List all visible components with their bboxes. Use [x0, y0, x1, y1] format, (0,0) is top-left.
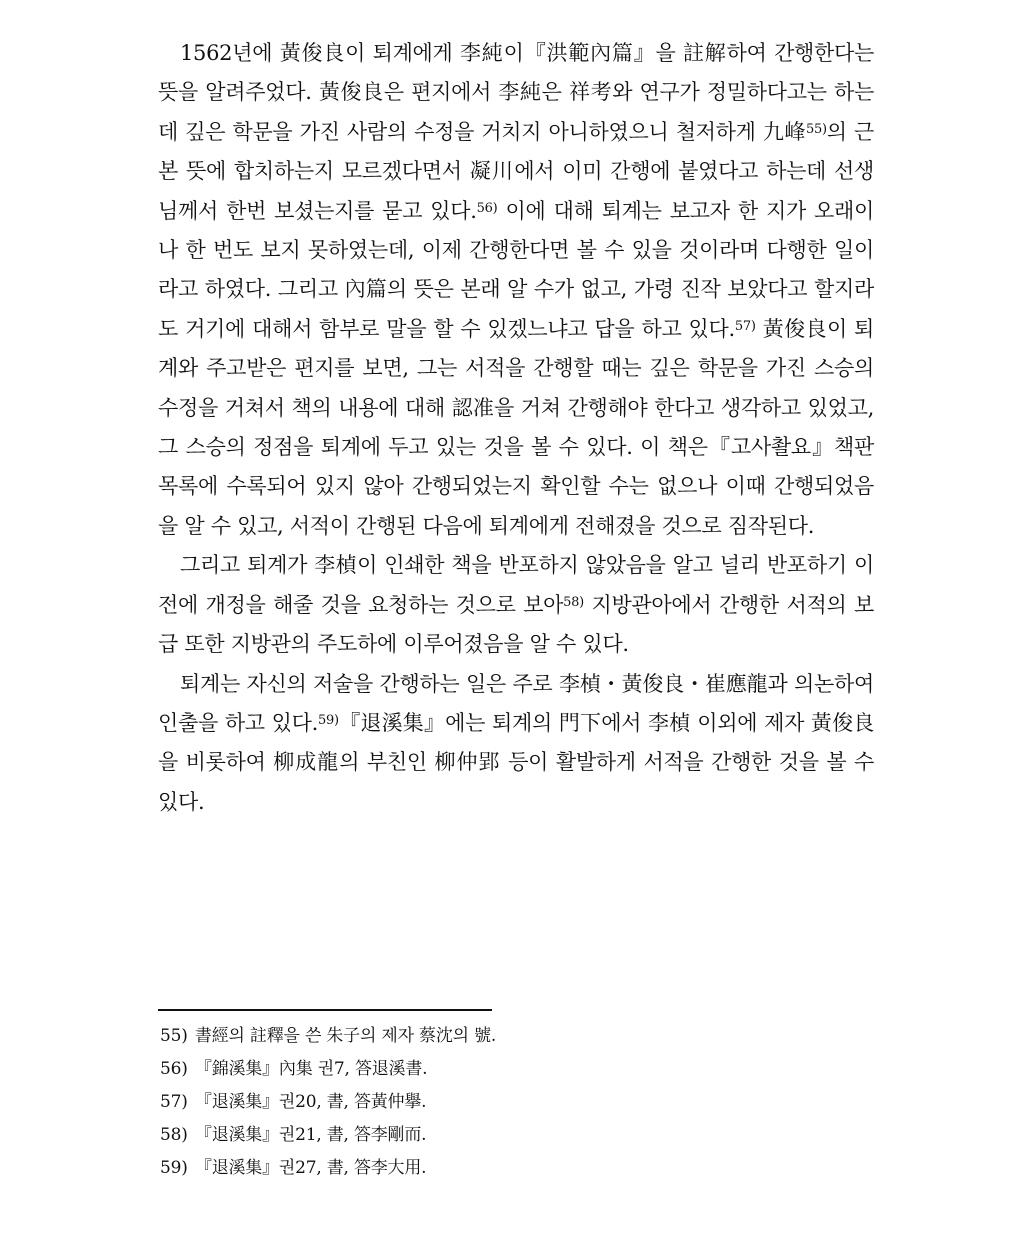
footnote-text: 『退溪集』권20, 書, 答黃仲擧. — [194, 1092, 427, 1112]
footnote-text: 『錦溪集』內集 권7, 答退溪書. — [194, 1059, 428, 1079]
paragraph-text: 지방관아에서 간행한 서적의 보급 또한 지방관의 주도하에 이루어졌음을 알 수 있다. — [158, 592, 874, 657]
footnote-55 — [160, 1020, 860, 1053]
footnote-58 — [160, 1119, 860, 1152]
footnote-ref-55[interactable]: 55) — [806, 121, 827, 137]
body-text — [158, 34, 874, 822]
paragraph-1 — [158, 34, 874, 546]
paragraph-text: 黃俊良이 퇴계와 주고받은 편지를 보면, 그는 서적을 간행할 때는 깊은 학문을 가진 스승의 수정을 거쳐서 책의 내용에 대해 認准을 거쳐 간행해야 한다고 생각하고 있었고, 그 스승의 정점을 퇴계에 두고 있는 것을 볼 수 있다. 이 책은『고사촬요』책판목록에 수록되어 있지 않아 간행되었는지 확인할 수는 없으나 이때 간행되었음을 알 수 있고, 서적이 간행된 다음에 퇴계에게 전해졌을 것으로 짐작된다. — [158, 316, 875, 538]
footnote-text: 『退溪集』권27, 書, 答李大用. — [194, 1158, 427, 1178]
paragraph-text: 1562년에 黃俊良이 퇴계에게 李純이『洪範內篇』을 註解하여 간행한다는 뜻을 알려주었다. 黃俊良은 편지에서 李純은 祥考와 연구가 정밀하다고는 하는데 깊은 학문을 가진 사람의 수정을 거치지 아니하였으니 철저하게 九峰 — [158, 41, 874, 144]
footnote-divider — [158, 1009, 492, 1011]
paragraph-2 — [158, 546, 874, 664]
paragraph-text: 이에 대해 퇴계는 보고자 한 지가 오래이나 한 번도 보지 못하였는데, 이제 간행한다면 볼 수 있을 것이라며 다행한 일이라고 하였다. 그리고 內篇의 뜻은 본래 알 수가 없고, 가령 진작 보았다고 할지라도 거기에 대해서 함부로 말을 할 수 있겠느냐고 답을 하고 있다. — [158, 198, 875, 341]
footnote-number: 57) — [160, 1092, 188, 1112]
footnote-56 — [160, 1053, 860, 1086]
paragraph-text: 퇴계는 자신의 저술을 간행하는 일은 주로 李楨・黃俊良・崔應龍과 의논하여 인출을 하고 있다. — [158, 671, 874, 735]
paragraph-3 — [158, 665, 874, 823]
footnote-list — [160, 1020, 860, 1185]
footnote-ref-56[interactable]: 56) — [476, 200, 498, 216]
footnote-number: 59) — [160, 1158, 188, 1178]
paragraph-text: 의 근본 뜻에 합치하는지 모르겠다면서 凝川에서 이미 간행에 붙였다고 하는데 선생님께서 한번 보셨는지를 묻고 있다. — [158, 119, 874, 223]
paragraph-text: 『退溪集』에는 퇴계의 門下에서 李楨 이외에 제자 黃俊良을 비롯하여 柳成龍의 부친인 柳仲郢 등이 활발하게 서적을 간행한 것을 볼 수 있다. — [158, 710, 875, 814]
footnote-text: 書經의 註釋을 쓴 朱子의 제자 蔡沈의 號. — [194, 1026, 497, 1046]
footnote-number: 56) — [160, 1059, 188, 1079]
footnote-ref-59[interactable]: 59) — [318, 712, 339, 728]
footnote-ref-58[interactable]: 58) — [563, 594, 584, 610]
footnote-number: 55) — [160, 1026, 188, 1046]
footnote-number: 58) — [160, 1125, 188, 1145]
footnote-text: 『退溪集』권21, 書, 答李剛而. — [194, 1125, 427, 1145]
footnote-57 — [160, 1086, 860, 1119]
footnote-59 — [160, 1152, 860, 1185]
footnote-ref-57[interactable]: 57) — [734, 318, 756, 334]
paragraph-text: 그리고 퇴계가 李楨이 인쇄한 책을 반포하지 않았음을 알고 널리 반포하기 이전에 개정을 해줄 것을 요청하는 것으로 보아 — [158, 553, 874, 617]
